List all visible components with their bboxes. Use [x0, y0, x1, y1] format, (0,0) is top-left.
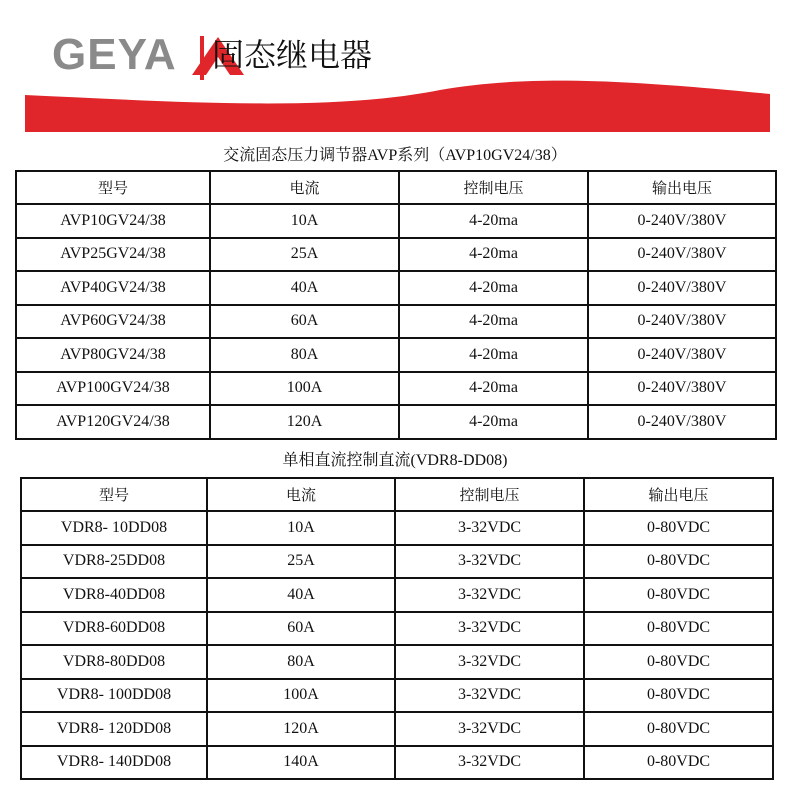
cell-current: 100A — [207, 679, 395, 713]
cell-output-voltage: 0-80VDC — [584, 578, 773, 612]
cell-control-voltage: 3-32VDC — [395, 712, 584, 746]
table-row — [21, 679, 773, 713]
table-row — [21, 612, 773, 646]
cell-model: AVP40GV24/38 — [16, 271, 210, 305]
page-title: 固态继电器 — [212, 36, 373, 74]
header-divider — [200, 36, 204, 80]
cell-model: VDR8- 10DD08 — [21, 511, 207, 545]
cell-output-voltage: 0-80VDC — [584, 511, 773, 545]
cell-output-voltage: 0-240V/380V — [588, 372, 776, 406]
cell-model: VDR8- 120DD08 — [21, 712, 207, 746]
cell-current: 120A — [210, 405, 399, 439]
brand-name: GEYA — [52, 30, 177, 79]
cell-current: 40A — [210, 271, 399, 305]
cell-control-voltage: 3-32VDC — [395, 679, 584, 713]
table-row — [21, 645, 773, 679]
cell-control-voltage: 4-20ma — [399, 405, 588, 439]
cell-output-voltage: 0-80VDC — [584, 545, 773, 579]
cell-output-voltage: 0-80VDC — [584, 645, 773, 679]
column-header-control-voltage: 控制电压 — [395, 478, 584, 511]
column-header-output-voltage: 输出电压 — [584, 478, 773, 511]
table-row — [16, 204, 776, 238]
column-header-control-voltage: 控制电压 — [399, 171, 588, 204]
cell-output-voltage: 0-80VDC — [584, 612, 773, 646]
table1-caption: 交流固态压力调节器AVP系列（AVP10GV24/38） — [223, 147, 567, 164]
cell-model: VDR8-40DD08 — [21, 578, 207, 612]
cell-current: 100A — [210, 372, 399, 406]
table-row — [16, 405, 776, 439]
cell-current: 60A — [210, 305, 399, 339]
cell-model: VDR8- 100DD08 — [21, 679, 207, 713]
cell-control-voltage: 3-32VDC — [395, 511, 584, 545]
cell-control-voltage: 3-32VDC — [395, 578, 584, 612]
cell-current: 40A — [207, 578, 395, 612]
cell-model: VDR8-80DD08 — [21, 645, 207, 679]
cell-model: AVP60GV24/38 — [16, 305, 210, 339]
cell-current: 80A — [210, 338, 399, 372]
cell-output-voltage: 0-80VDC — [584, 712, 773, 746]
cell-output-voltage: 0-80VDC — [584, 679, 773, 713]
column-header-model: 型号 — [16, 171, 210, 204]
cell-current: 120A — [207, 712, 395, 746]
cell-control-voltage: 4-20ma — [399, 271, 588, 305]
cell-output-voltage: 0-240V/380V — [588, 305, 776, 339]
table-row — [16, 271, 776, 305]
table-row — [21, 545, 773, 579]
table-row — [21, 746, 773, 780]
cell-control-voltage: 3-32VDC — [395, 645, 584, 679]
avp-spec-table — [15, 170, 777, 440]
cell-control-voltage: 4-20ma — [399, 338, 588, 372]
table-row — [16, 372, 776, 406]
cell-current: 10A — [210, 204, 399, 238]
cell-current: 25A — [210, 238, 399, 272]
table-row — [16, 305, 776, 339]
cell-control-voltage: 4-20ma — [399, 204, 588, 238]
cell-current: 10A — [207, 511, 395, 545]
cell-control-voltage: 4-20ma — [399, 305, 588, 339]
table-row — [21, 712, 773, 746]
cell-output-voltage: 0-240V/380V — [588, 238, 776, 272]
cell-control-voltage: 3-32VDC — [395, 612, 584, 646]
cell-model: VDR8- 140DD08 — [21, 746, 207, 780]
column-header-current: 电流 — [210, 171, 399, 204]
cell-model: AVP100GV24/38 — [16, 372, 210, 406]
table-row — [21, 511, 773, 545]
cell-output-voltage: 0-240V/380V — [588, 271, 776, 305]
cell-current: 60A — [207, 612, 395, 646]
cell-model: VDR8-60DD08 — [21, 612, 207, 646]
cell-current: 80A — [207, 645, 395, 679]
table-header-row — [21, 478, 773, 511]
cell-current: 140A — [207, 746, 395, 780]
red-swoosh-banner — [0, 80, 790, 135]
cell-model: AVP25GV24/38 — [16, 238, 210, 272]
table-row — [16, 238, 776, 272]
column-header-model: 型号 — [21, 478, 207, 511]
table-row — [21, 578, 773, 612]
cell-output-voltage: 0-240V/380V — [588, 338, 776, 372]
cell-model: AVP10GV24/38 — [16, 204, 210, 238]
cell-control-voltage: 3-32VDC — [395, 545, 584, 579]
cell-output-voltage: 0-240V/380V — [588, 405, 776, 439]
cell-control-voltage: 3-32VDC — [395, 746, 584, 780]
cell-output-voltage: 0-80VDC — [584, 746, 773, 780]
column-header-current: 电流 — [207, 478, 395, 511]
cell-current: 25A — [207, 545, 395, 579]
cell-model: AVP80GV24/38 — [16, 338, 210, 372]
table-header-row — [16, 171, 776, 204]
cell-model: AVP120GV24/38 — [16, 405, 210, 439]
column-header-output-voltage: 输出电压 — [588, 171, 776, 204]
cell-output-voltage: 0-240V/380V — [588, 204, 776, 238]
table-row — [16, 338, 776, 372]
cell-control-voltage: 4-20ma — [399, 372, 588, 406]
vdr8-spec-table — [20, 477, 774, 780]
cell-model: VDR8-25DD08 — [21, 545, 207, 579]
cell-control-voltage: 4-20ma — [399, 238, 588, 272]
table2-caption: 单相直流控制直流(VDR8-DD08) — [282, 452, 508, 469]
